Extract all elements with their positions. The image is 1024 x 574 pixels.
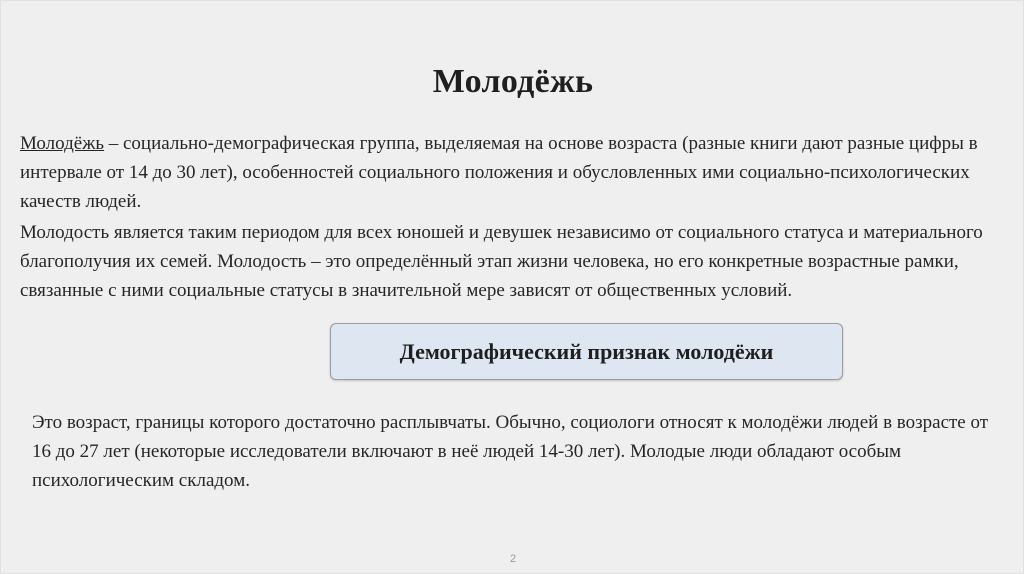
- youth-period-paragraph: Молодость является таким периодом для всех юношей и девушек независимо от социального статуса и материального благополучия их семей. Молодость – это определённый этап жизни человека, но его конкретные возрастные рамки, связанные с ними социальные статусы в значительной мере зависят от общественных условий.: [20, 222, 983, 301]
- definition-term: Молодёжь: [20, 133, 104, 154]
- definition-paragraph: [20, 129, 1005, 216]
- age-range-paragraph: Это возраст, границы которого достаточно расплывчаты. Обычно, социологи относят к молодёжи людей в возрасте от 16 до 27 лет (некоторые исследователи включают в неё людей 14-30 лет). Молодые люди обладают особым психологическим складом.: [32, 412, 989, 491]
- definition-text: – социально-демографическая группа, выделяемая на основе возраста (разные книги дают разные цифры в интервале от 14 до 30 лет), особенностей социального положения и обусловленных ими социально-психологических качеств людей.: [20, 133, 978, 212]
- demographic-callout-box: [330, 323, 843, 380]
- callout-label: Демографический признак молодёжи: [399, 338, 774, 364]
- page-number: 2: [509, 553, 517, 565]
- slide-title: Молодёжь: [432, 63, 594, 100]
